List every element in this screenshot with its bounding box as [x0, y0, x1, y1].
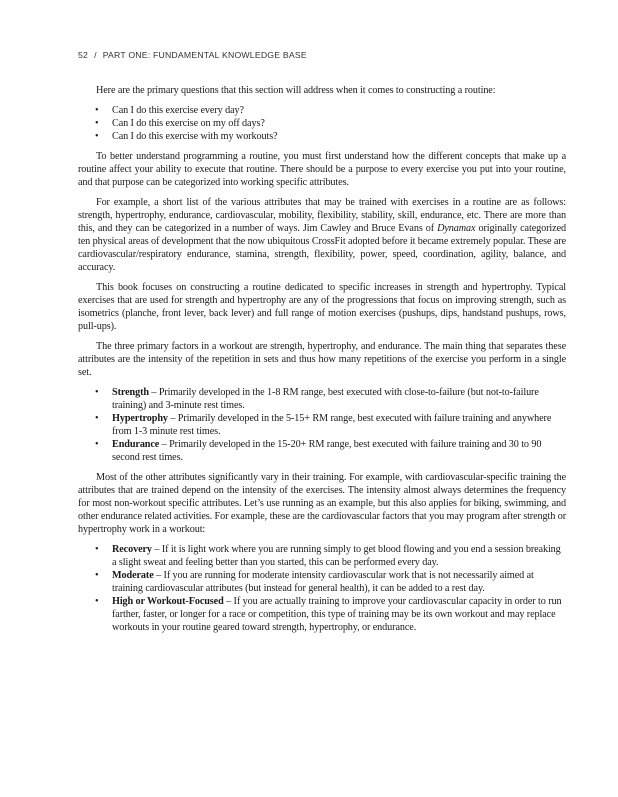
bullet-icon: • [95, 439, 99, 450]
header-separator: / [94, 50, 97, 60]
bullet-icon: • [95, 387, 99, 398]
part-title: PART ONE: FUNDAMENTAL KNOWLEDGE BASE [102, 50, 307, 60]
cardio-term: Moderate [112, 570, 154, 581]
list-item: • Endurance – Primarily developed in the 15-20+ RM range, best executed with failure training and 30 to 90 second rest times. [95, 439, 542, 463]
example-paragraph: For example, a short list of the various attributes that may be trained with exercises in a routine are as follows: strength, hypertrophy, endurance, cardiovascular, mobility, flexibility, stability, skill, endurance, etc. There are more than this, and they can be categorized in a number of ways. Jim Cawley and Bruce Evans of Dynamax originally categorized ten physical areas of development that the now ubiquitous CrossFit adopted before it became extremely popular. These are cardiovascular/respiratory endurance, stamina, strength, flexibility, power, speed, coordination, agility, balance, and accuracy. [78, 197, 566, 273]
bullet-icon: • [95, 105, 99, 116]
list-item: • Hypertrophy – Primarily developed in the 5-15+ RM range, best executed with failure training and anywhere from 1-3 minute rest times. [95, 413, 552, 437]
factors-paragraph: The three primary factors in a workout are strength, hypertrophy, and endurance. The main thing that separates these attributes are the intensity of the repetition in sets and thus how many repetitions of the exercise you perform in a single set. [78, 341, 566, 378]
factor-term: Strength [112, 387, 149, 398]
other-attributes-paragraph: Most of the other attributes significantly vary in their training. For example, with cardiovascular-specific training the attributes that are trained depend on the intensity of the exercises. The intensity almost always determines the frequency for most non-workout specific attributes. Let’s use running as an example, but this also applies for biking, swimming, and other endurance related activities. For example, these are the cardiovascular factors that you may program after strength or hypertrophy work in a workout: [78, 472, 566, 535]
bullet-icon: • [95, 413, 99, 424]
bullet-icon: • [95, 131, 99, 142]
questions-list [78, 104, 566, 143]
list-item: • Can I do this exercise with my workouts? [95, 131, 278, 142]
cardio-term: Recovery [112, 544, 152, 555]
list-item: • Can I do this exercise on my off days? [95, 118, 265, 129]
list-item: • Moderate – If you are running for moderate intensity cardiovascular work that is not necessarily aimed at training cardiovascular attributes (but instead for general health), it can be added to a rest day. [95, 570, 534, 594]
bullet-icon: • [95, 570, 99, 581]
factor-term: Hypertrophy [112, 413, 168, 424]
dynamax-title: Dynamax [437, 223, 476, 234]
intro-paragraph: Here are the primary questions that this section will address when it comes to constructing a routine: [96, 85, 496, 96]
bullet-icon: • [95, 118, 99, 129]
page-number: 52 [78, 50, 89, 60]
factors-list [78, 386, 566, 464]
cardio-list [78, 543, 566, 634]
bullet-icon: • [95, 596, 99, 607]
body-text [78, 84, 566, 634]
list-item: • Recovery – If it is light work where you are running simply to get blood flowing and you end a session breaking a slight sweat and feeling better than you started, this can be performed every day. [95, 544, 561, 568]
list-item: • Strength – Primarily developed in the 1-8 RM range, best executed with close-to-failure (but not-to-failure training) and 3-minute rest times. [95, 387, 539, 411]
bullet-icon: • [95, 544, 99, 555]
cardio-term: High or Workout-Focused [112, 596, 224, 607]
list-item: • High or Workout-Focused – If you are actually training to improve your cardiovascular capacity in order to run farther, faster, or longer for a race or competition, this type of training may be its own workout and may replace workouts in your routine geared toward strength, hypertrophy, or endurance. [95, 596, 562, 633]
book-focus-paragraph: This book focuses on constructing a routine dedicated to specific increases in strength and hypertrophy. Typical exercises that are used for strength and hypertrophy are any of the progressions that focus on improving strength, such as isometrics (planche, front lever, back lever) and full range of motion exercises (pushups, dips, handstand pushups, rows, pull-ups). [78, 282, 566, 332]
factor-term: Endurance [112, 439, 160, 450]
understand-paragraph: To better understand programming a routine, you must first understand how the different concepts that make up a routine affect your ability to execute that routine. There should be a purpose to every exercise you put into your routine, and that purpose can be categorized into working specific attributes. [78, 151, 566, 188]
running-head [78, 50, 307, 60]
list-item: • Can I do this exercise every day? [95, 105, 244, 116]
